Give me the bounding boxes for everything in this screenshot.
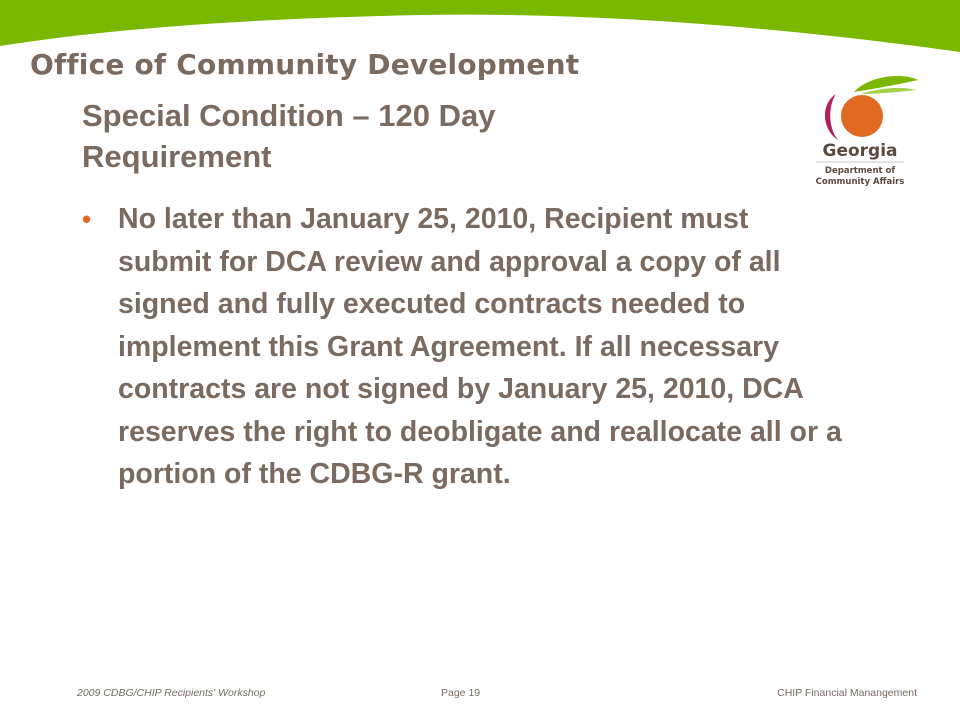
peach-icon — [841, 95, 883, 137]
logo-line-2: Community Affairs — [815, 177, 905, 187]
bullet-marker: • — [82, 204, 92, 234]
peach-swoosh-icon — [825, 94, 838, 140]
georgia-dca-logo — [802, 74, 920, 194]
footer-workshop: 2009 CDBG/CHIP Recipients' Workshop — [77, 687, 266, 699]
logo-line-1: Department of — [824, 166, 896, 176]
header-band-shape — [0, 0, 960, 52]
footer-section: CHIP Financial Manangement — [777, 687, 917, 699]
org-title: Office of Community Development — [30, 48, 580, 81]
footer-page-number: Page 19 — [441, 687, 481, 699]
logo-word-georgia: Georgia — [822, 141, 898, 161]
bullet-list — [82, 198, 842, 496]
bullet-text: No later than January 25, 2010, Recipient must submit for DCA review and approval a copy of all signed and fully executed contracts needed to implement this Grant Agreement. If all necessary contracts are not signed by January 25, 2010, DCA reserves the right to deobligate and reallocate all or a portion of the CDBG-R grant. — [118, 203, 842, 490]
bullet-item — [82, 198, 842, 496]
slide-title: Special Condition – 120 Day Requirement — [82, 98, 496, 174]
